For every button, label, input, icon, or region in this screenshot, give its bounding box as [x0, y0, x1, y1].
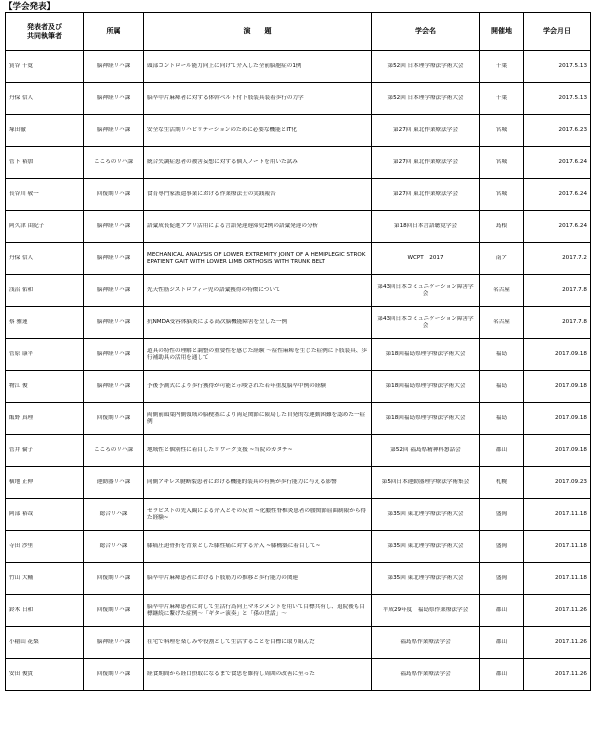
dept-cell-text: 脳神経リハ課	[96, 255, 131, 261]
table-row	[6, 211, 591, 243]
author-cell-text: 菅原 康平	[9, 351, 34, 357]
society-cell	[372, 307, 480, 339]
table-row	[6, 83, 591, 115]
author-cell	[6, 275, 84, 307]
venue-cell-text: 郡山	[495, 447, 508, 453]
venue-cell	[480, 403, 524, 435]
society-cell-text: 第35回 東北理学療法学術大会	[387, 575, 464, 581]
society-cell-text: 第27回 東北作業療法学会	[393, 191, 458, 197]
author-cell	[6, 307, 84, 339]
dept-cell-text: 回復期リハ課	[96, 575, 131, 581]
society-cell	[372, 435, 480, 467]
venue-cell-text: 盛岡	[495, 511, 508, 517]
venue-cell-text: 郡山	[495, 607, 508, 613]
society-cell-text: 第52回 日本理学療法学術大会	[387, 63, 464, 69]
title-cell-text: 安全な生活期リハビリテーションのために必要な機能とIT化	[147, 127, 298, 133]
title-cell	[144, 659, 372, 691]
venue-cell	[480, 243, 524, 275]
dept-cell	[84, 563, 144, 595]
venue-cell-text: 福島	[495, 351, 508, 357]
table-row	[6, 499, 591, 531]
society-cell	[372, 595, 480, 627]
dept-cell	[84, 51, 144, 83]
section-heading: 【学会発表】	[4, 2, 56, 12]
society-cell-text: 第27回 東北作業療法学会	[393, 127, 458, 133]
author-cell-text: 長谷川 敬一	[9, 191, 39, 197]
title-cell-text: 先天性筋ジストロフィー児の語彙獲得の特徴について	[147, 287, 281, 293]
date-cell-text: 2017.6.24	[558, 159, 587, 165]
dept-cell	[84, 83, 144, 115]
date-cell	[524, 403, 591, 435]
society-cell	[372, 243, 480, 275]
venue-cell	[480, 499, 524, 531]
date-cell	[524, 371, 591, 403]
society-cell-text: 第27回 東北作業療法学会	[393, 159, 458, 165]
society-cell-text: 第18回福島県理学療法学術大会	[385, 383, 466, 389]
society-cell	[372, 179, 480, 211]
society-cell	[372, 339, 480, 371]
society-cell-text: 第5回日本運動器理学療法学術集会	[381, 479, 470, 485]
venue-cell-text: 盛岡	[495, 575, 508, 581]
title-cell-text: 経食期間から経口摂取になるまで食思を維持し周囲の改善に至った	[147, 671, 315, 677]
society-cell-text: 第35回 東北理学療法学術大会	[387, 543, 464, 549]
date-cell-text: 2017.11.26	[554, 639, 587, 645]
date-cell	[524, 115, 591, 147]
author-cell	[6, 563, 84, 595]
dept-cell	[84, 211, 144, 243]
society-cell-text: WCPT 2017	[407, 255, 444, 261]
dept-cell-text: こころのリハ課	[94, 447, 133, 453]
date-cell	[524, 211, 591, 243]
title-cell	[144, 435, 372, 467]
dept-cell-text: 脳神経リハ課	[96, 223, 131, 229]
society-cell-text: 第52回 福島県精神科懇話会	[390, 447, 461, 453]
author-cell-text: 鈴木 日和	[9, 607, 34, 613]
title-cell	[144, 243, 372, 275]
society-cell-text: 第43回日本コミュニケーション障害学会	[377, 315, 474, 329]
dept-cell-text: 脳神経リハ課	[96, 287, 131, 293]
dept-cell	[84, 435, 144, 467]
title-cell-text: セラピストの先入観による介入とその反省 ~化膿性脊椎炎患者の腰関節屈曲制限から得た経験~	[147, 507, 367, 521]
society-cell-text: 第18回日本言語聴覚学会	[393, 223, 458, 229]
venue-cell	[480, 307, 524, 339]
society-cell	[372, 83, 480, 115]
venue-cell	[480, 211, 524, 243]
date-cell	[524, 179, 591, 211]
title-cell	[144, 563, 372, 595]
venue-cell-text: 盛岡	[495, 543, 508, 549]
author-cell-text: 丹保 信人	[9, 95, 34, 101]
dept-cell	[84, 179, 144, 211]
author-cell-text: 寺田 沙里	[9, 543, 34, 549]
title-cell	[144, 147, 372, 179]
author-cell	[6, 659, 84, 691]
author-cell	[6, 595, 84, 627]
date-cell	[524, 435, 591, 467]
title-cell-text: 同側アキレス腱断裂患者における機能的装具の有無が歩行能力に与える影響	[147, 479, 337, 485]
date-cell-text: 2017.09.18	[554, 351, 587, 357]
venue-cell-text: 千葉	[495, 63, 508, 69]
date-cell-text: 2017.6.24	[558, 223, 587, 229]
title-cell	[144, 467, 372, 499]
header-dept: 所属	[84, 13, 144, 51]
dept-cell	[84, 467, 144, 499]
header-author: 発表者及び 共同執筆者	[6, 13, 84, 51]
author-cell-text: 飯野 真理	[9, 415, 34, 421]
venue-cell	[480, 115, 524, 147]
dept-cell	[84, 243, 144, 275]
title-cell-text: 抗NMDA受容体脳炎による高次脳機能障害を呈した一例	[147, 319, 288, 325]
table-row	[6, 403, 591, 435]
date-cell	[524, 595, 591, 627]
date-cell	[524, 339, 591, 371]
society-cell-text: 第18回福島県理学療法学術大会	[385, 351, 466, 357]
society-cell-text: 第52回 日本理学療法学術大会	[387, 95, 464, 101]
author-cell	[6, 627, 84, 659]
dept-cell-text: こころのリハ課	[94, 159, 133, 165]
society-cell-text: 第18回福島県理学療法学術大会	[385, 415, 466, 421]
author-cell	[6, 51, 84, 83]
venue-cell	[480, 371, 524, 403]
title-cell-text: 地域性と個別性に着目したリワーク支援 ~当院のカタチ~	[147, 447, 293, 453]
venue-cell	[480, 339, 524, 371]
title-cell-text: 膝痛圧迫骨折を背景とした膝性痛に対する介入 ~膝構築に着目して~	[147, 543, 321, 549]
table-row	[6, 595, 591, 627]
header-title: 演 題	[144, 13, 372, 51]
title-cell	[144, 499, 372, 531]
author-cell	[6, 147, 84, 179]
header-society: 学会名	[372, 13, 480, 51]
author-cell	[6, 531, 84, 563]
table-body	[6, 51, 591, 691]
venue-cell-text: 福島	[495, 383, 508, 389]
title-cell	[144, 403, 372, 435]
title-cell-text: 予後予測式により歩行獲得が可能と示唆された若年重度脳卒中例の経験	[147, 383, 327, 389]
society-cell-text: 平成29年度 福島県作業療法学会	[382, 607, 469, 613]
table-header-row	[6, 13, 591, 51]
author-cell	[6, 467, 84, 499]
dept-cell	[84, 499, 144, 531]
date-cell-text: 2017.09.18	[554, 447, 587, 453]
author-cell	[6, 339, 84, 371]
author-cell-text: 菅井 倫子	[9, 447, 34, 453]
venue-cell	[480, 83, 524, 115]
date-cell-text: 2017.09.18	[554, 383, 587, 389]
venue-cell-text: 宮城	[495, 159, 508, 165]
venue-cell	[480, 627, 524, 659]
dept-cell	[84, 147, 144, 179]
title-cell-text: 両側前頭葉内側領域の脳梗塞により両足関節に限局した自発的な運動困難を認めた一症例	[147, 411, 366, 425]
date-cell	[524, 499, 591, 531]
title-cell-text: 在宅で料理を楽しみや役割として生活することを目標に取り組んだ	[147, 639, 315, 645]
society-cell	[372, 563, 480, 595]
table-row	[6, 147, 591, 179]
table-row	[6, 339, 591, 371]
date-cell-text: 2017.7.8	[562, 287, 587, 293]
title-cell	[144, 595, 372, 627]
dept-cell	[84, 627, 144, 659]
society-cell	[372, 147, 480, 179]
dept-cell	[84, 371, 144, 403]
venue-cell	[480, 179, 524, 211]
society-cell	[372, 531, 480, 563]
author-cell-text: 竹山 大輔	[9, 575, 34, 581]
dept-cell-text: 脳神経リハ課	[96, 383, 131, 389]
dept-cell	[84, 659, 144, 691]
title-cell	[144, 179, 372, 211]
society-cell	[372, 403, 480, 435]
society-cell-text: 福島県作業療法学会	[400, 671, 451, 677]
dept-cell	[84, 595, 144, 627]
author-cell-text: 菅下 裕加	[9, 159, 34, 165]
date-cell	[524, 531, 591, 563]
author-cell-text: 安田 俊貴	[9, 671, 34, 677]
table-row	[6, 275, 591, 307]
date-cell-text: 2017.7.2	[562, 255, 587, 261]
date-cell-text: 2017.11.26	[554, 607, 587, 613]
society-cell	[372, 659, 480, 691]
venue-cell-text: 名古屋	[493, 287, 510, 293]
date-cell	[524, 563, 591, 595]
venue-cell-text: 福島	[495, 415, 508, 421]
venue-cell-text: 南ア	[495, 255, 508, 261]
venue-cell-text: 島根	[495, 223, 508, 229]
table-row	[6, 435, 591, 467]
author-cell	[6, 211, 84, 243]
author-cell-text: 塚田徹	[9, 127, 26, 133]
title-cell-text: 脳卒中片麻痺患者に対して生活行為向上マネジメントを用いて目標共有し、退院後も目標継続に繋げた症例～「ギター演奏」と「孫の世話」～	[147, 603, 365, 617]
table-row	[6, 563, 591, 595]
venue-cell	[480, 563, 524, 595]
title-cell-text: 道具の特性の理解と調整の重要性を感じた経験 ～症性麻痺を生じた症例に下肢装具、歩行補助具の活用を通して	[147, 347, 367, 361]
date-cell	[524, 83, 591, 115]
venue-cell	[480, 147, 524, 179]
table-row	[6, 371, 591, 403]
header-date: 学会月日	[524, 13, 591, 51]
table-row	[6, 659, 591, 691]
dept-cell-text: 脳神経リハ課	[96, 351, 131, 357]
date-cell	[524, 51, 591, 83]
author-cell	[6, 243, 84, 275]
title-cell-text: 脳卒中片麻痺患者における下肢筋力の推移と歩行能力の関連	[147, 575, 299, 581]
author-cell	[6, 435, 84, 467]
table-row	[6, 51, 591, 83]
title-cell	[144, 115, 372, 147]
society-cell	[372, 371, 480, 403]
dept-cell-text: 脳神経リハ課	[96, 63, 131, 69]
author-cell	[6, 499, 84, 531]
dept-cell-text: 総合リハ課	[99, 511, 128, 517]
date-cell	[524, 659, 591, 691]
date-cell-text: 2017.5.13	[558, 63, 587, 69]
venue-cell	[480, 51, 524, 83]
date-cell-text: 2017.6.24	[558, 191, 587, 197]
author-cell	[6, 83, 84, 115]
dept-cell-text: 回復期リハ課	[96, 671, 131, 677]
society-cell	[372, 211, 480, 243]
title-cell	[144, 307, 372, 339]
author-cell-text: 蔡 雅蓮	[9, 319, 28, 325]
date-cell-text: 2017.5.13	[558, 95, 587, 101]
dept-cell-text: 脳神経リハ課	[96, 95, 131, 101]
dept-cell-text: 回復期リハ課	[96, 191, 131, 197]
title-cell-text: 食育専門家派遣事業における作業療法士の実践報告	[147, 191, 276, 197]
venue-cell	[480, 531, 524, 563]
dept-cell-text: 脳神経リハ課	[96, 319, 131, 325]
dept-cell	[84, 403, 144, 435]
title-cell	[144, 371, 372, 403]
title-cell-text: 語彙成長促進アプリ活用による言語発達遅滞児2例の語彙発達の分析	[147, 223, 319, 229]
date-cell-text: 2017.09.23	[554, 479, 587, 485]
title-cell	[144, 627, 372, 659]
author-cell	[6, 179, 84, 211]
venue-cell-text: 札幌	[495, 479, 508, 485]
author-cell	[6, 403, 84, 435]
venue-cell	[480, 467, 524, 499]
venue-cell-text: 郡山	[495, 639, 508, 645]
venue-cell	[480, 275, 524, 307]
venue-cell-text: 郡山	[495, 671, 508, 677]
date-cell	[524, 467, 591, 499]
date-cell-text: 2017.09.18	[554, 415, 587, 421]
dept-cell	[84, 275, 144, 307]
society-cell	[372, 115, 480, 147]
dept-cell-text: 運動器リハ課	[96, 479, 131, 485]
author-cell	[6, 371, 84, 403]
table-row	[6, 467, 591, 499]
venue-cell-text: 名古屋	[493, 319, 510, 325]
table-row	[6, 243, 591, 275]
presentation-table	[5, 12, 591, 691]
venue-cell-text: 千葉	[495, 95, 508, 101]
dept-cell	[84, 531, 144, 563]
dept-cell	[84, 339, 144, 371]
author-cell-text: 浅沼 佑和	[9, 287, 34, 293]
date-cell-text: 2017.11.18	[554, 543, 587, 549]
date-cell-text: 2017.7.8	[562, 319, 587, 325]
title-cell	[144, 83, 372, 115]
venue-cell	[480, 595, 524, 627]
table-row	[6, 115, 591, 147]
date-cell-text: 2017.6.23	[558, 127, 587, 133]
author-cell-text: 阿部 裕哉	[9, 511, 34, 517]
table-row	[6, 307, 591, 339]
author-cell-text: 横地 正伸	[9, 479, 34, 485]
title-cell-text: MECHANICAL ANALYSIS OF LOWER EXTREMITY JOINT OF A HEMIPLEGIC STROKEPATIENT GAIT WITH LOWER LIMB ORTHOSIS WITH TRUNK BELT	[147, 251, 366, 265]
author-cell	[6, 115, 84, 147]
title-cell	[144, 339, 372, 371]
title-cell	[144, 211, 372, 243]
title-cell-text: 統合失調症患者の被害妄想に対する個人ノートを用いた試み	[147, 159, 298, 165]
dept-cell-text: 総合リハ課	[99, 543, 128, 549]
title-cell	[144, 51, 372, 83]
dept-cell	[84, 307, 144, 339]
society-cell	[372, 499, 480, 531]
table-row	[6, 179, 591, 211]
dept-cell-text: 脳神経リハ課	[96, 639, 131, 645]
venue-cell	[480, 435, 524, 467]
title-cell	[144, 531, 372, 563]
society-cell-text: 第35回 東北理学療法学術大会	[387, 511, 464, 517]
dept-cell-text: 脳神経リハ課	[96, 127, 131, 133]
venue-cell	[480, 659, 524, 691]
author-cell-text: 小稲山 花梨	[9, 639, 39, 645]
society-cell-text: 第43回日本コミュニケーション障害学会	[377, 283, 474, 297]
date-cell-text: 2017.11.18	[554, 511, 587, 517]
venue-cell-text: 宮城	[495, 191, 508, 197]
date-cell	[524, 243, 591, 275]
date-cell	[524, 275, 591, 307]
title-cell-text: 頭部コントロール能力向上に向けて介入した全前脳胞症の1例	[147, 63, 302, 69]
dept-cell-text: 回復期リハ課	[96, 415, 131, 421]
author-cell-text: 賞谷 千寛	[9, 63, 34, 69]
author-cell-text: 丹保 信人	[9, 255, 34, 261]
table-row	[6, 531, 591, 563]
society-cell	[372, 275, 480, 307]
society-cell	[372, 51, 480, 83]
date-cell-text: 2017.11.26	[554, 671, 587, 677]
title-cell-text: 脳卒中片麻痺者に対する体幹ベルト付下肢装具装着歩行の力学	[147, 95, 304, 101]
date-cell	[524, 627, 591, 659]
table-row	[6, 627, 591, 659]
header-venue: 開催地	[480, 13, 524, 51]
author-cell-text: 物江 俊	[9, 383, 28, 389]
author-cell-text: 阿久津 由紀子	[9, 223, 45, 229]
society-cell-text: 福島県作業療法学会	[400, 639, 451, 645]
title-cell	[144, 275, 372, 307]
society-cell	[372, 467, 480, 499]
society-cell	[372, 627, 480, 659]
dept-cell-text: 回復期リハ課	[96, 607, 131, 613]
dept-cell	[84, 115, 144, 147]
date-cell	[524, 307, 591, 339]
date-cell	[524, 147, 591, 179]
venue-cell-text: 宮城	[495, 127, 508, 133]
date-cell-text: 2017.11.18	[554, 575, 587, 581]
